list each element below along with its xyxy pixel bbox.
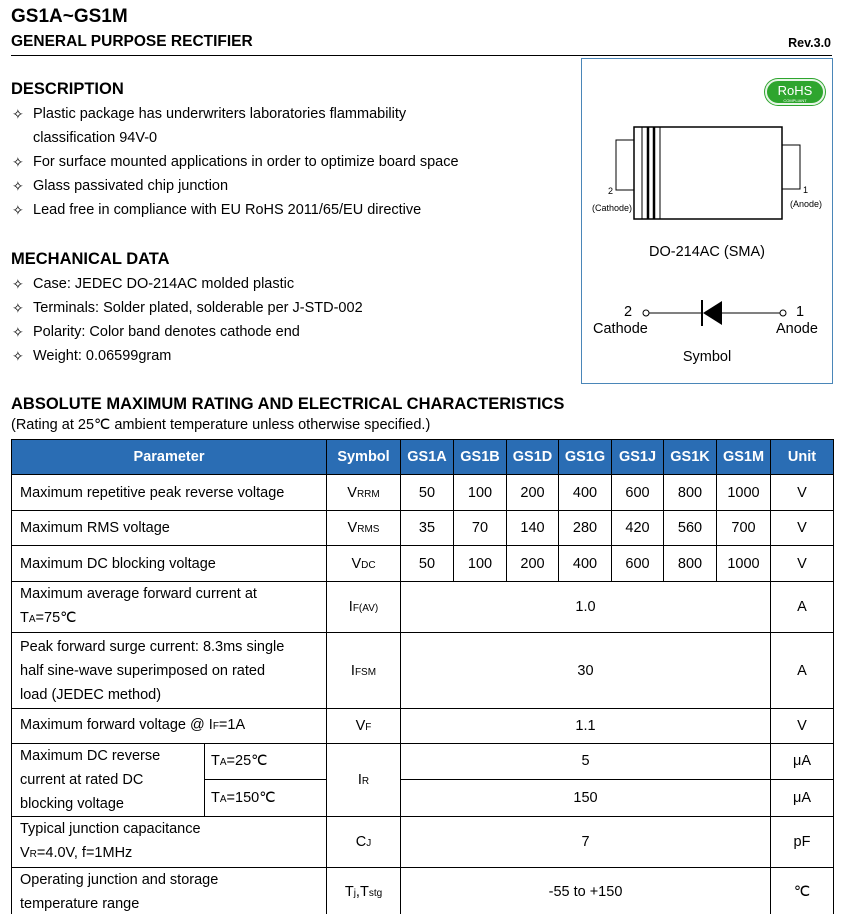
list-item: ✧ Polarity: Color band denotes cathode end	[12, 320, 363, 344]
bullet-icon: ✧	[12, 178, 24, 194]
table-row: Maximum repetitive peak reverse voltage VRRM 50 100 200 400 600 800 1000 V	[12, 475, 834, 511]
rohs-badge: RoHS COMPLIANT	[765, 79, 825, 105]
symbol-cell: Tj,Tstg	[327, 868, 401, 914]
ratings-table	[11, 439, 834, 914]
symbol-cell: VF	[327, 709, 401, 744]
ratings-title: ABSOLUTE MAXIMUM RATING AND ELECTRICAL CHARACTERISTICS	[11, 395, 565, 413]
symbol-cell: IR	[327, 744, 401, 817]
symbol-cathode-label: Cathode	[593, 321, 648, 337]
bullet-icon: ✧	[12, 300, 24, 316]
symbol-cell: IFSM	[327, 633, 401, 709]
bullet-icon: ✧	[12, 324, 24, 340]
datasheet-title: GS1A~GS1M	[11, 6, 128, 27]
description-heading: DESCRIPTION	[11, 80, 124, 98]
pin1-label: (Anode)	[790, 199, 823, 209]
list-item: ✧ For surface mounted applications in order to optimize board space	[12, 150, 459, 174]
symbol-cell: VRRM	[327, 475, 401, 511]
mechanical-heading: MECHANICAL DATA	[11, 250, 170, 268]
table-header-row	[12, 440, 834, 475]
description-list	[12, 102, 459, 222]
header-gs1j: GS1J	[612, 440, 664, 475]
bullet-icon: ✧	[12, 202, 24, 218]
list-item: ✧ Case: JEDEC DO-214AC molded plastic	[12, 272, 363, 296]
pin1-number: 1	[803, 185, 809, 195]
symbol-caption: Symbol	[682, 349, 732, 365]
list-item: ✧ Lead free in compliance with EU RoHS 2011/65/EU directive	[12, 198, 459, 222]
header-gs1b: GS1B	[454, 440, 507, 475]
ratings-note: (Rating at 25℃ ambient temperature unless otherwise specified.)	[11, 417, 431, 433]
header-unit: Unit	[771, 440, 834, 475]
bullet-icon: ✧	[12, 276, 24, 292]
header-divider	[11, 55, 832, 56]
list-item: ✧ Plastic package has underwriters laboratories flammability	[12, 102, 459, 126]
list-item: ✧ Weight: 0.06599gram	[12, 344, 363, 368]
symbol-cell: VRMS	[327, 511, 401, 546]
mechanical-list	[12, 272, 363, 368]
header-gs1k: GS1K	[664, 440, 717, 475]
symbol-cell: CJ	[327, 817, 401, 868]
package-drawing-panel	[581, 58, 833, 384]
revision-label: Rev.3.0	[788, 36, 831, 50]
header-gs1g: GS1G	[559, 440, 612, 475]
symbol-cell: VDC	[327, 546, 401, 582]
table-row: Peak forward surge current: 8.3ms single half sine-wave superimposed on rated load (JEDEC method) IFSM 30 A	[12, 633, 834, 709]
pin2-number: 2	[608, 186, 614, 196]
bullet-icon: ✧	[12, 106, 24, 122]
header-gs1d: GS1D	[507, 440, 559, 475]
table-row: Maximum average forward current at TA=75℃ IF(AV) 1.0 A	[12, 582, 834, 633]
header-gs1m: GS1M	[717, 440, 771, 475]
bullet-icon: ✧	[12, 154, 24, 170]
table-row: Maximum forward voltage @ IF=1A VF 1.1 V	[12, 709, 834, 744]
symbol-pin2-number: 2	[624, 304, 633, 320]
table-row: Maximum DC reverse current at rated DC blocking voltage TA=25℃ IR 5 μA	[12, 744, 834, 780]
bullet-icon: ✧	[12, 348, 24, 364]
symbol-pin1-number: 1	[796, 304, 805, 320]
symbol-cell: IF(AV)	[327, 582, 401, 633]
pin2-label: (Cathode)	[592, 203, 633, 213]
table-row: Maximum RMS voltage VRMS 35 70 140 280 420 560 700 V	[12, 511, 834, 546]
table-row: TA=150℃ 150 μA	[12, 779, 834, 816]
header-symbol: Symbol	[327, 440, 401, 475]
table-row: Maximum DC blocking voltage VDC 50 100 200 400 600 800 1000 V	[12, 546, 834, 582]
datasheet-subtitle: GENERAL PURPOSE RECTIFIER	[11, 33, 253, 50]
list-item: ✧ Glass passivated chip junction	[12, 174, 459, 198]
table-row: Operating junction and storage temperature range Tj,Tstg -55 to +150 ℃	[12, 868, 834, 914]
list-item: classification 94V-0	[33, 130, 158, 146]
package-name: DO-214AC (SMA)	[648, 244, 766, 260]
header-gs1a: GS1A	[401, 440, 454, 475]
table-row: Typical junction capacitance VR=4.0V, f=1MHz CJ 7 pF	[12, 817, 834, 868]
header-parameter: Parameter	[12, 440, 327, 475]
list-item: ✧ Terminals: Solder plated, solderable per J-STD-002	[12, 296, 363, 320]
symbol-anode-label: Anode	[776, 321, 818, 337]
